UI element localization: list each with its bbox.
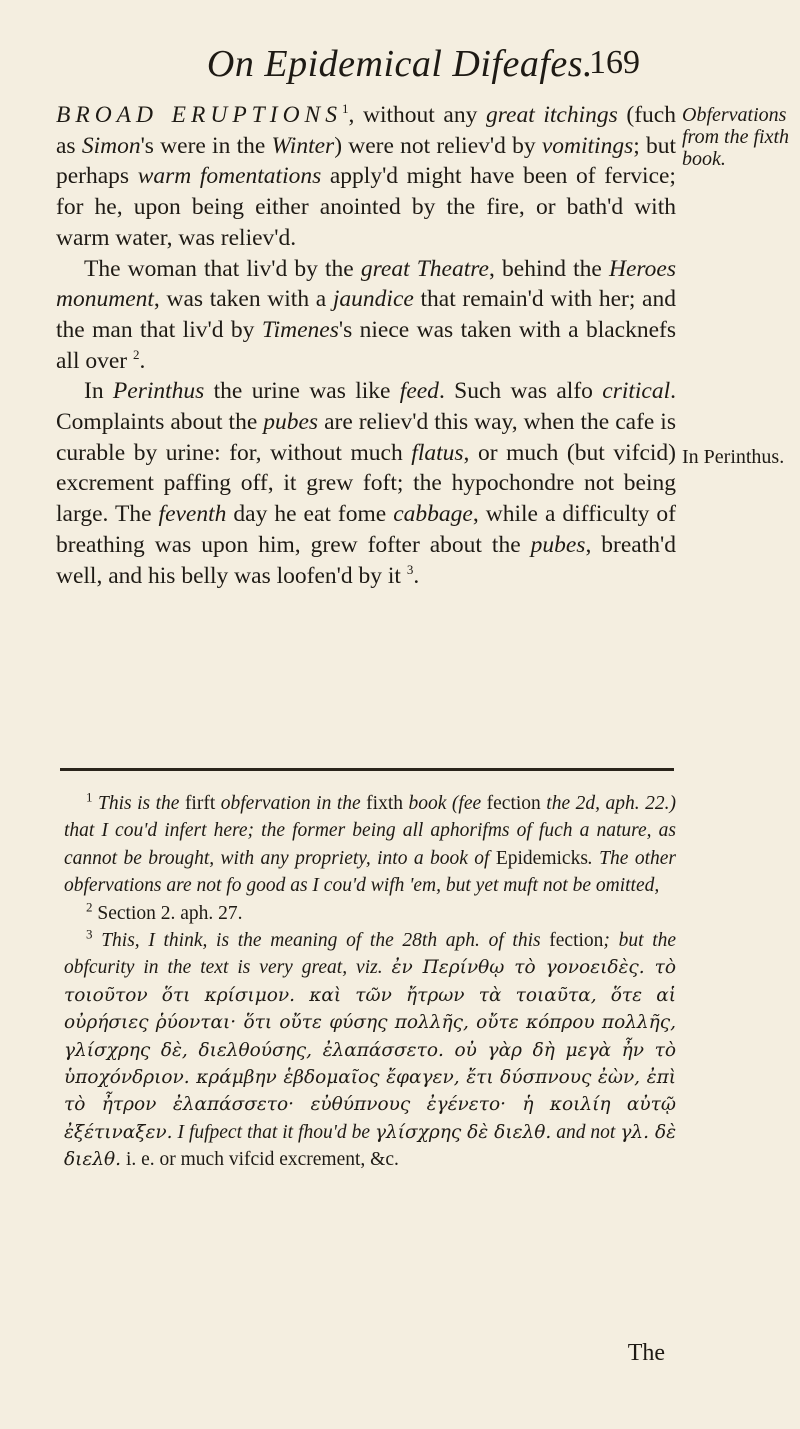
- emphasis: . The other obfervations are not fo good as I cou'd wifh 'em, but yet muft not be omitted,: [64, 847, 676, 897]
- footnote-number: 2: [86, 899, 93, 915]
- lead-phrase: BROAD ERUPTIONS: [56, 102, 342, 128]
- emphasis: obfervation in the: [215, 793, 367, 814]
- emphasis: great itchings: [485, 102, 618, 128]
- text-run: , or much (but vifcid) excrement paffing off, it grew foft; the hypochondre not being large. The: [56, 439, 676, 528]
- footnote-number: 1: [86, 789, 93, 805]
- emphasis: feed: [399, 378, 439, 405]
- text-run: , breath'd well, and his belly was loofen'd by it: [56, 531, 677, 589]
- footnote-ref: 2: [133, 346, 140, 362]
- emphasis: feventh: [158, 501, 227, 528]
- footnote-number: 3: [86, 926, 93, 942]
- text-run: 's were in the: [140, 132, 272, 159]
- footnote-ref: 1: [341, 101, 349, 117]
- emphasis: vomitings: [541, 132, 634, 159]
- text-run: Section 2. aph. 27.: [97, 902, 243, 924]
- emphasis: Heroes monument: [56, 255, 676, 313]
- text-run: The woman that liv'd by the: [84, 255, 361, 282]
- margin-note-perinthus: In Perinthus.: [682, 446, 785, 468]
- emphasis: This is the: [98, 793, 185, 814]
- paragraph-perinthus: [56, 376, 676, 591]
- text-run: (fuch as: [56, 102, 676, 159]
- emphasis: Winter: [271, 132, 335, 159]
- greek-quotation: ἐν Περίνθῳ τὸ γονοειδὲς. τὸ τοιοῦτον ὅτι κρίσιμον. καὶ τῶν ἤτρων τὰ τοιαῦτα, ὅτε αἱ οὐρήσιες ῥύονται· ὅτι οὔτε φύσης πολλῆς, οὔτε κόπρου πολλῆς, γλίσχρης δὲ, διελθούσης, ἐλαπάσσετο. οὐ γὰρ δὴ μεγὰ ἦν τὸ ὑποχόνδριον. κράμβην ἑβδομαῖος ἔφαγεν, ἔτι δύσπνους ἐὼν, ἐπὶ τὸ ἦτρον ἐλαπάσσετο· εὐθύπνους ἐγένετο· ἡ κοιλίη αὐτῷ ἐξέτιναξεν.: [64, 957, 676, 1143]
- emphasis: pubes: [263, 409, 319, 436]
- emphasis: pubes: [530, 531, 586, 558]
- main-text: [56, 100, 676, 591]
- emphasis: Perinthus: [112, 378, 205, 405]
- text-run: 's niece was taken with a blacknefs all over: [56, 316, 677, 374]
- greek-phrase: γλίσχρης δὲ διελθ.: [374, 1121, 552, 1143]
- emphasis: cabbage: [393, 501, 473, 528]
- text-run: fixth: [366, 793, 404, 814]
- emphasis: ; but the obfcurity in the text is very great, viz.: [64, 930, 677, 979]
- emphasis: critical: [602, 378, 671, 405]
- text-run: apply'd might have been of fervice; for he, upon being either anointed by the fire, or bath'd with warm water, was reliev'd.: [56, 163, 676, 251]
- text-run: fection: [549, 930, 604, 952]
- footnote-3: [64, 927, 676, 1174]
- emphasis: book (: [403, 793, 459, 814]
- page-number: 169: [589, 44, 640, 81]
- page-header: [0, 40, 800, 90]
- footnote-1: [64, 790, 676, 900]
- emphasis: and not: [551, 1121, 621, 1143]
- text-run: fection: [486, 793, 541, 814]
- margin-note-observations: Obfervations from the fixth book.: [682, 104, 790, 170]
- text-run: day he eat fome: [226, 501, 394, 528]
- text-run: are reliev'd this way, when the cafe is curable by urine: for, without much: [56, 409, 676, 466]
- greek-phrase: γλ. δὲ διελθ.: [64, 1121, 677, 1171]
- text-run: ; but perhaps: [56, 132, 677, 190]
- text-run: . Such was alfo: [438, 378, 603, 405]
- emphasis: Timenes: [261, 316, 339, 343]
- emphasis: This, I think, is the meaning of the 28th aph. of this: [101, 930, 550, 952]
- emphasis: fee: [458, 793, 487, 814]
- emphasis: jaundice: [332, 286, 414, 313]
- text-run: Epidemicks: [495, 847, 588, 869]
- text-run: that remain'd with her; and the man that liv'd by: [56, 286, 676, 343]
- emphasis: great Theatre: [360, 255, 489, 282]
- footnote-rule: [60, 768, 674, 771]
- text-run: ) were not reliev'd by: [334, 132, 542, 159]
- paragraph-broad-eruptions: [56, 100, 676, 254]
- footnote-2: [64, 900, 676, 927]
- text-run: .: [139, 347, 146, 374]
- running-title: On Epidemical Difeafes.: [206, 43, 594, 85]
- text-run: .: [413, 562, 420, 589]
- catchword: The: [627, 1340, 665, 1366]
- text-run: firft: [184, 793, 216, 814]
- emphasis: Simon: [81, 132, 141, 159]
- emphasis: I fufpect that it fhou'd be: [172, 1121, 375, 1143]
- text-run: . Complaints about the: [56, 378, 677, 436]
- footnote-ref: 3: [406, 561, 414, 577]
- paragraph-jaundice: [56, 254, 676, 377]
- text-run: , behind the: [488, 255, 609, 282]
- text-run: , without any: [348, 102, 486, 128]
- emphasis: flatus: [411, 439, 464, 466]
- emphasis: the 2d, aph. 22.) that I cou'd infert here; the former being all aphorifms of fuch a nature, as cannot be brought, with any propriety, into a book of: [64, 793, 676, 869]
- text-run: In: [84, 378, 113, 405]
- emphasis: warm fomentations: [137, 163, 322, 190]
- footnotes: [64, 790, 676, 1174]
- text-run: , was taken with a: [153, 286, 333, 313]
- text-run: the urine was like: [204, 378, 400, 405]
- text-run: i. e. or much vifcid excrement, &c.: [121, 1149, 399, 1171]
- text-run: , while a difficulty of breathing was upon him, grew fofter about the: [56, 501, 676, 558]
